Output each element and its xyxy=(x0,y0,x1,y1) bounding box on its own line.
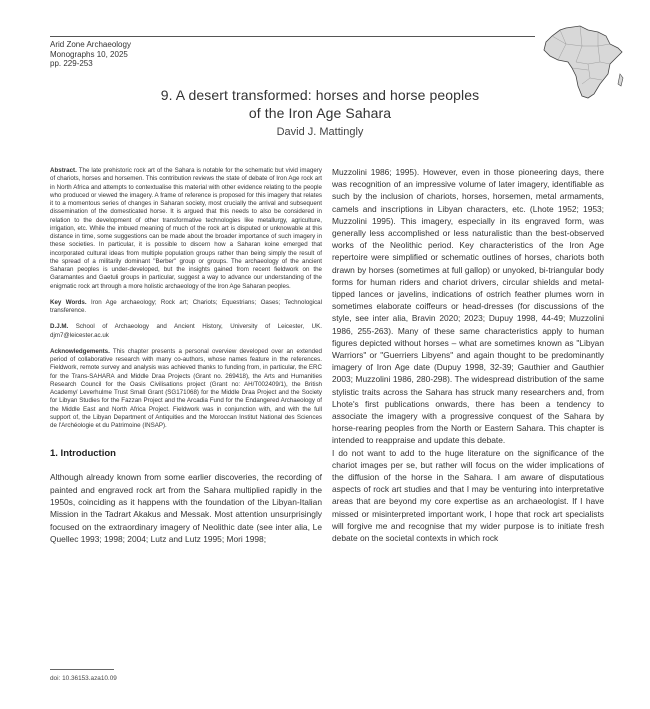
body-paragraph-1: Muzzolini 1986; 1995). However, even in those pioneering days, there was recognition of an impressive volume of later imagery, identifiable as such by the inclusion of chariots, horses, horsemen, metal armaments, camels and inscriptions in Libyan characters, etc. (Lhote 1952; 1953; Muzzolini 1995). This imagery, especially in its engraved form, was generally less accomplished or less naturalistic than the best-observed works of the Neolithic period. Key characteristics of the Iron Age repertoire were simplified or schematic outlines of horses, chariots both drawn by horses (sometimes at full gallop) or unyoked, bi-triangular body forms for human riders and chariot drivers, circular shields and metal-tipped lances or javelins, indications of ostrich feather plumes worn in sometimes elaborate coiffeurs or head-dresses (for discussions of the style, see inter alia, Bravin 2020; 2023; Dupuy 1998, 44-49; Muzzolini 1986, 255-263). Many of these same characteristics apply to human figures depicted without horses – what are sometimes known as "Libyan Warriors" or "Guerriers Libyens" and again thought to be predominantly imagery of Iron Age date (Dupuy 1998, 32-39; Gauthier and Gauthier 2003; Muzzolini 1986, 280-298). The widespread distribution of the same stylistic traits across the Sahara has struck many researchers and, from Lhote's first publications onwards, there has been a tendency to associate the imagery with a progressive conquest of the Sahara by horse-rearing peoples from the North or Eastern Sahara. This chapter is intended to reappraise and update this debate. xyxy=(332,167,604,446)
acknowledgements-text: This chapter presents a personal overview developed over an extended period of collaborative research with many co-authors, whose names feature in the references. Fieldwork, remote survey and analysis was achieved thanks to funding from, in particular, the ERC for the Trans-SAHARA and Middle Draa Projects (Grant no. 269418), the Arts and Humanities Research Council for the Oasis Civilisations project (Grant no: AH/T002409/1), the British Academy/ Leverhulme Trust Small Grant (SG171068) for the Middle Draa Project and the Society for Libyan Studies for the Fazzan Project and the Arcadia Fund for the Endangered Archaeology of the Middle East and North Africa Project. Fieldwork was in conjunction with, and with the full support of, the Libyan Department of Antiquities and the Moroccan Institut National des Sciences de l'Archéologie et du Patrimoine (INSAP). xyxy=(50,347,322,429)
header-rule xyxy=(50,36,535,37)
chapter-title-line1: 9. A desert transformed: horses and horse peoples xyxy=(160,87,480,103)
affiliation-label: D.J.M. xyxy=(50,323,69,331)
acknowledgements-label: Acknowledgements. xyxy=(50,347,110,355)
right-column xyxy=(332,166,604,544)
acknowledgements xyxy=(50,348,322,431)
body-paragraph-2: I do not want to add to the huge literature on the significance of the chariot images per se, but rather will focus on the wider implications of the diffusion of the horse in the Sahara. I am aware of disputatious aspects of rock art studies and that I may be venturing into interpretative areas that are beyond my core expertise as an archaeologist. If I have missed or misinterpreted important work, I hope that rock art specialists will forgive me and recognise that my wider purpose is to initiate fresh debate on the societal contexts in which rock xyxy=(332,447,604,544)
abstract-label: Abstract. xyxy=(50,167,77,174)
affiliation-text: School of Archaeology and Ancient History, University of Leicester, UK. djm7@leicester.ac.uk xyxy=(50,323,322,339)
abstract-text: The late prehistoric rock art of the Sahara is notable for the schematic but vivid imagery of chariots, horses and horsemen. This contribution reviews the state of debate of Iron Age rock art in North Africa and attempts to contextualise this material with other evidence relating to the people who produced or viewed the imagery. A frame of reference is proposed for this imagery that relates it to a momentous series of changes in Saharan society, most crucially the arrival and subsequent dissemination of the domesticated horse. It is argued that this needs to also be considered in relation to the development of other transformative technologies like metallurgy, agriculture, irrigation, etc. While the imbued meaning of much of the rock art is disputed or unknowable at this distance in time, some suggestions can be made about the broader importance of such imagery in these societies. In particular, it is possible to discern how a Saharan koine emerged that incorporated cultural ideas from multiple population groups rather than being simply the result of the spread of a militarily dominant "Berber" group or groups. The archaeology of the ancient Saharan peoples is under-developed, but the insights gained from recent fieldwork on the Garamantes and Gaetuli groups in particular, suggest a way to advance our understanding of the enigmatic rock art through a more holistic archaeology of the Iron Age Saharan peoples. xyxy=(50,167,322,290)
left-column xyxy=(50,167,322,546)
keywords xyxy=(50,299,322,316)
chapter-title-line2: of the Iron Age Sahara xyxy=(248,105,392,121)
keywords-label: Key Words. xyxy=(50,298,87,306)
keywords-text: Iron Age archaeology; Rock art; Chariots; Equestrians; Oases; Technological transference. xyxy=(50,298,322,314)
doi: doi: 10.36153.aza10.09 xyxy=(50,675,117,682)
section-heading: 1. Introduction xyxy=(50,448,116,460)
abstract xyxy=(50,167,322,291)
affiliation xyxy=(50,323,322,340)
intro-paragraph: Although already known from some earlier discoveries, the recording of painted and engraved rock art from the Sahara multiplied rapidly in the 1950s, coinciding as it happens with the foundation of the Libyan-Italian Mission in the Tadrart Akakus and Messak. Most attention unsurprisingly focused on the extraordinary imagery of Neolithic date (see inter alia, Le Quellec 1993; 1998; 2004; Lutz and Lutz 1995; Mori 1998; xyxy=(50,472,322,545)
author-name: David J. Mattingly xyxy=(276,126,364,138)
chapter-title xyxy=(100,86,540,122)
series-title: Arid Zone Archaeology xyxy=(50,40,131,49)
africa-map-icon xyxy=(536,22,626,102)
footer-rule xyxy=(50,669,114,670)
monograph-number: Monographs 10, 2025 xyxy=(50,49,128,59)
running-head xyxy=(50,40,131,69)
page-range: pp. 229-253 xyxy=(50,59,93,68)
